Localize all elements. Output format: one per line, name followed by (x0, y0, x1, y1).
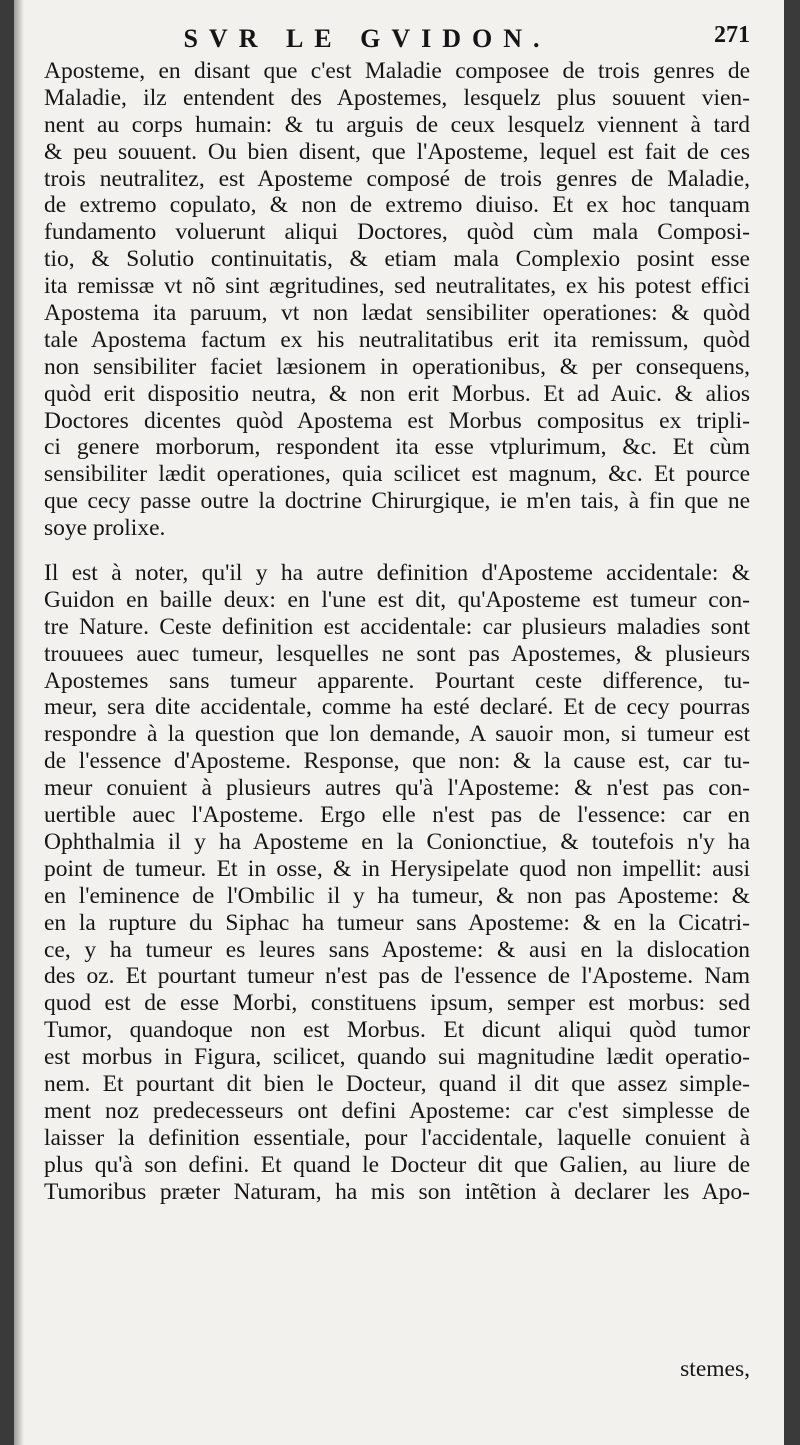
text-line: point de tumeur. Et in osse, & in Herysipelate quod non impellit: ausi (44, 855, 750, 882)
text-line: quod est de esse Morbi, constituens ipsum, semper est morbus: sed (44, 990, 750, 1017)
text-line: est morbus in Figura, scilicet, quando sui magnitudine lædit operatio- (44, 1044, 750, 1071)
text-line: tio, & Solutio continuitatis, & etiam mala Complexio posint esse (44, 246, 750, 273)
text-line: trouuees auec tumeur, lesquelles ne sont pas Apostemes, & plusieurs (44, 640, 750, 667)
text-line: que cecy passe outre la doctrine Chirurgique, ie m'en tais, à fin que ne (44, 488, 750, 515)
text-line: des oz. Et pourtant tumeur n'est pas de l'essence de l'Aposteme. Nam (44, 963, 750, 990)
text-line: meur, sera dite accidentale, comme ha esté declaré. Et de cecy pourras (44, 694, 750, 721)
text-line: respondre à la question que lon demande, A sauoir mon, si tumeur est (44, 721, 750, 748)
text-line: de extremo copulato, & non de extremo diuiso. Et ex hoc tanquam (44, 192, 750, 219)
text-line: Aposteme, en disant que c'est Maladie composee de trois genres de (44, 58, 750, 84)
text-line: ce, y ha tumeur es leures sans Aposteme: & ausi en la dislocation (44, 936, 750, 963)
text-line: meur conuient à plusieurs autres qu'à l'Aposteme: & n'est pas con- (44, 775, 750, 802)
paragraph-1 (44, 58, 750, 542)
text-line: plus qu'à son defini. Et quand le Docteur dit que Galien, au liure de (44, 1151, 750, 1178)
book-page (14, 0, 784, 1445)
text-line: Maladie, ilz entendent des Apostemes, lesquelz plus souuent vien- (44, 84, 750, 111)
text-line: Guidon en baille deux: en l'une est dit, qu'Aposteme est tumeur con- (44, 586, 750, 613)
text-line: Doctores dicentes quòd Apostema est Morbus compositus ex tripli- (44, 407, 750, 434)
text-line: en la rupture du Siphac ha tumeur sans Aposteme: & en la Cicatri- (44, 909, 750, 936)
text-line: tre Nature. Ceste definition est accidentale: car plusieurs maladies sont (44, 613, 750, 640)
text-line: de l'essence d'Aposteme. Responsе, que non: & la cause est, car tu- (44, 748, 750, 775)
text-line: laisser la definition essentiale, pour l'accidentale, laquelle conuient à (44, 1124, 750, 1151)
text-line: soye prolixe. (44, 515, 166, 542)
text-line: ment noz predecesseurs ont defini Aposteme: car c'est simplesse de (44, 1097, 750, 1124)
text-line: uertible auec l'Aposteme. Ergo elle n'est pas de l'essence: car en (44, 802, 750, 829)
text-line: non sensibiliter faciet læsionem in operationibus, & per consequens, (44, 353, 750, 380)
running-title: SVR LE GVIDON. (183, 24, 551, 53)
catchword: stemes, (680, 1356, 750, 1383)
text-line: Il est à noter, qu'il y ha autre definition d'Aposteme accidentale: & (44, 560, 750, 587)
text-line: nent au corps humain: & tu arguis de ceux lesquelz viennent à tard (44, 111, 750, 138)
text-line: fundamento voluerunt aliqui Doctores, quòd cùm mala Composi- (44, 219, 750, 246)
text-line: trois neutralitez, est Aposteme composé de trois genres de Maladie, (44, 165, 750, 192)
text-line: nem. Et pourtant dit bien le Docteur, quand il dit que assez simple- (44, 1070, 750, 1097)
text-line: ci genere morborum, respondent ita esse vtplurimum, &c. Et cùm (44, 434, 750, 461)
text-line: tale Apostema factum ex his neutralitatibus erit ita remissum, quòd (44, 326, 750, 353)
text-line: Tumoribus præter Naturam, ha mis son intẽtion à declarer les Apo- (44, 1178, 750, 1205)
text-line: Ophthalmia il y ha Aposteme en la Conionctiue, & toutefois n'y ha (44, 828, 750, 855)
running-head (44, 20, 750, 58)
text-line: en l'eminence de l'Ombilic il y ha tumeur, & non pas Aposteme: & (44, 882, 750, 909)
text-line: & peu souuent. Ou bien disent, que l'Aposteme, lequel est fait de ces (44, 138, 750, 165)
text-line: Tumor, quandoque non est Morbus. Et dicunt aliqui quòd tumor (44, 1017, 750, 1044)
text-line: Apostema ita paruum, vt non lædat sensibiliter operationes: & quòd (44, 300, 750, 327)
paragraph-gap (44, 542, 750, 560)
paragraph-2 (44, 560, 750, 1205)
text-line: Apostemes sans tumeur apparente. Pourtant ceste difference, tu- (44, 667, 750, 694)
text-line: ita remissæ vt nõ sint ægritudines, sed neutralitates, ex his potest effici (44, 273, 750, 300)
text-line: sensibiliter lædit operationes, quia scilicet est magnum, &c. Et pource (44, 461, 750, 488)
page-number: 271 (714, 22, 750, 48)
text-line: quòd erit dispositio neutra, & non erit Morbus. Et ad Auic. & alios (44, 380, 750, 407)
